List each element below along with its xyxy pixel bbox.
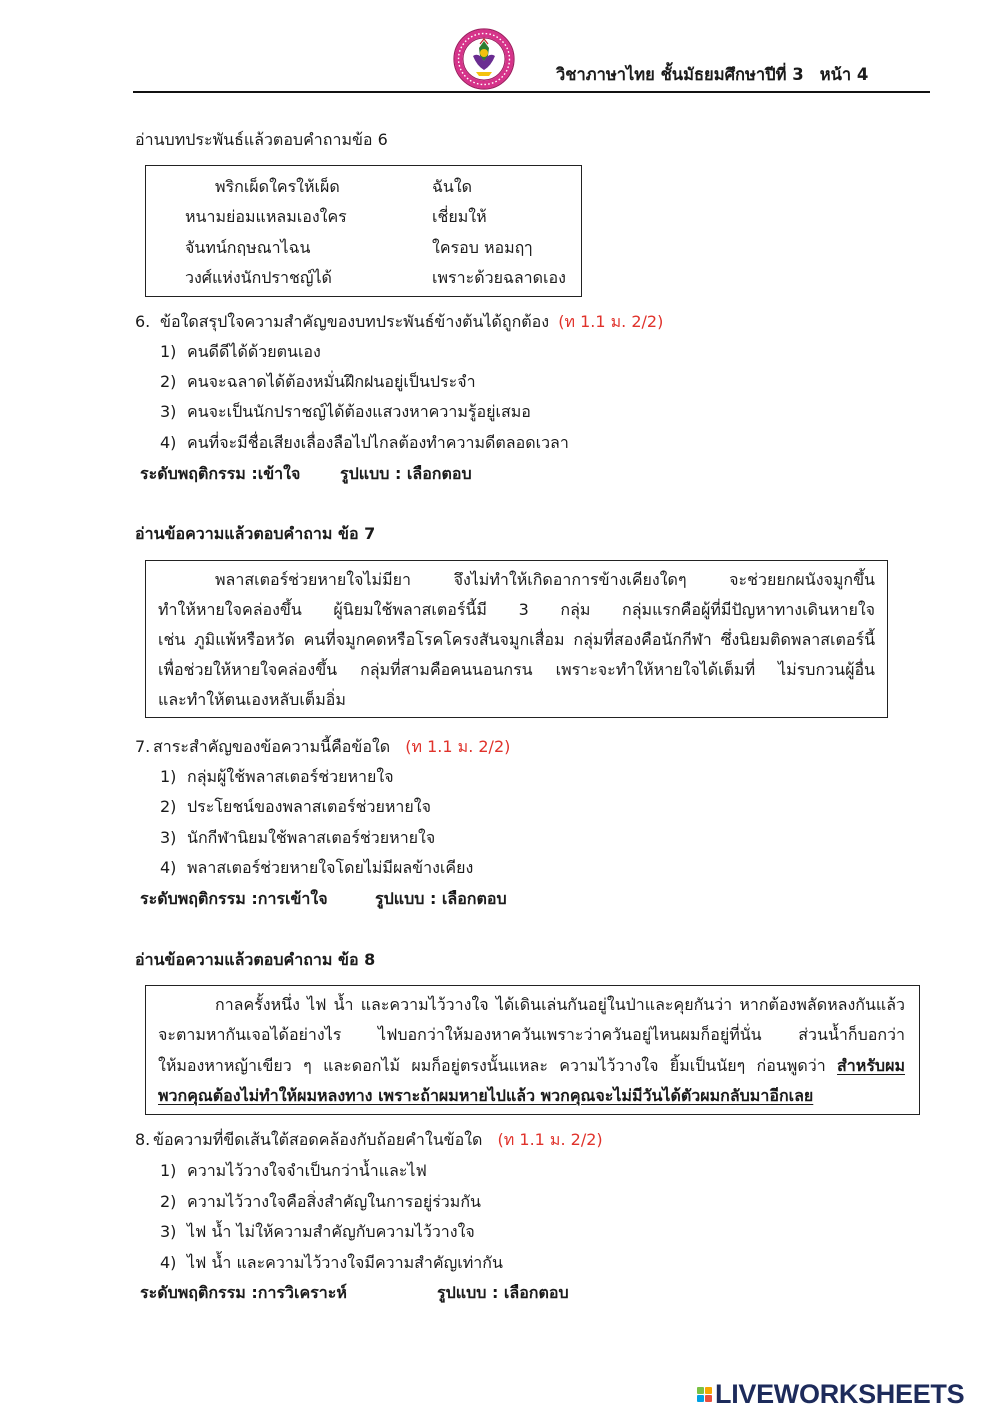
poem-line-1a: พริกเผ็ดใครให้เผ็ด <box>215 177 340 196</box>
q8-underlined-text-start: สำหรับผม <box>837 1056 905 1075</box>
q8-passage-line-2: จะตามหากันเจอได้อย่างไร ไฟบอกว่าให้มองหาควันเพราะว่าควันอยู่ไหนผมก็อยู่ที่นั่น ส่วนน้ำก็บอกว่า <box>158 1025 905 1044</box>
q6-format: รูปแบบ : เลือกตอบ <box>340 464 472 483</box>
q8-passage-text: ให้มองหาหญ้าเขียว ๆ และดอกไม้ ผมก็อยู่ตรงนั้นแหละ ความไว้วางใจ ยิ้มเป็นนัยๆ ก่อนพูดว่า <box>158 1056 838 1075</box>
header-title <box>556 60 868 90</box>
q7-standard: (ท 1.1 ม. 2/2) <box>405 737 511 756</box>
option-number: 2) <box>160 372 177 391</box>
poem-line-2a: หนามย่อมแหลมเองใคร <box>185 207 347 226</box>
q8-underlined-text: พวกคุณต้องไม่ทำให้ผมหลงทาง เพราะถ้าผมหายไปแล้ว พวกคุณจะไม่มีวันได้ตัวผมกลับมาอีกเลย <box>158 1086 814 1105</box>
poem-line-2b: เชี่ยมให้ <box>432 207 487 226</box>
q8-question-text: ข้อความที่ขีดเส้นใต้สอดคล้องกับถ้อยคำในข้อใด <box>153 1130 483 1149</box>
option-number: 3) <box>160 402 177 421</box>
q7-option-2 <box>160 792 431 822</box>
q6-standard: (ท 1.1 ม. 2/2) <box>558 312 664 331</box>
option-text: ประโยชน์ของพลาสเตอร์ช่วยหายใจ <box>187 797 431 816</box>
option-text: คนจะฉลาดได้ต้องหมั่นฝึกฝนอยู่เป็นประจำ <box>187 372 476 391</box>
q7-passage-box <box>145 560 888 718</box>
school-seal-icon <box>453 28 515 90</box>
q7-passage-line-4: เพื่อช่วยให้หายใจคล่องขึ้น กลุ่มที่สามคือคนนอนกรน เพราะจะทำให้หายใจได้เต็มที่ ไม่รบกวนผู้อื่น <box>158 660 875 679</box>
q6-instruction: อ่านบทประพันธ์แล้วตอบคำถามข้อ 6 <box>135 130 388 149</box>
poem-line-4b: เพราะด้วยฉลาดเอง <box>432 268 566 287</box>
q6-question <box>135 307 663 337</box>
q7-number: 7. <box>135 737 151 756</box>
q7-passage-line-2: ทำให้หายใจคล่องขึ้น ผู้นิยมใช้พลาสเตอร์นี้มี 3 กลุ่ม กลุ่มแรกคือผู้ที่มีปัญหาทางเดินหายใจ <box>158 600 875 619</box>
q6-option-2 <box>160 367 476 397</box>
q6-number: 6. <box>135 312 151 331</box>
option-text: ไฟ น้ำ ไม่ให้ความสำคัญกับความไว้วางใจ <box>187 1222 475 1241</box>
option-number: 4) <box>160 858 177 877</box>
liveworksheets-logo-icon <box>697 1387 712 1402</box>
q8-number: 8. <box>135 1130 151 1149</box>
q7-passage-line-3: เช่น ภูมิแพ้หรือหวัด คนที่จมูกคดหรือโรคโครงสันจมูกเสื่อม กลุ่มที่สองคือนักกีฬา ซึ่งนิยมติดพลาสเตอร์นี้ <box>158 630 875 649</box>
q7-passage-line-1: พลาสเตอร์ช่วยหายใจไม่มียา จึงไม่ทำให้เกิดอาการข้างเคียงใดๆ จะช่วยยกผนังจมูกขึ้น <box>215 570 875 589</box>
q8-format: รูปแบบ : เลือกตอบ <box>437 1283 569 1302</box>
page-number: หน้า 4 <box>819 65 869 84</box>
option-number: 4) <box>160 1253 177 1272</box>
option-text: ความไว้วางใจคือสิ่งสำคัญในการอยู่ร่วมกัน <box>187 1192 481 1211</box>
q8-option-2 <box>160 1187 481 1217</box>
q7-option-1 <box>160 762 394 792</box>
q8-meta <box>140 1278 569 1308</box>
q7-meta <box>140 884 507 914</box>
q7-question-text: สาระสำคัญของข้อความนี้คือข้อใด <box>153 737 391 756</box>
option-text: คนดีดีได้ด้วยตนเอง <box>187 342 321 361</box>
q6-behavior-level: ระดับพฤติกรรม :เข้าใจ <box>140 464 301 483</box>
q6-question-text: ข้อใดสรุปใจความสำคัญของบทประพันธ์ข้างต้นได้ถูกต้อง <box>160 312 550 331</box>
poem-line-1b: ฉันใด <box>432 177 473 196</box>
q8-option-4 <box>160 1248 503 1278</box>
q8-option-1 <box>160 1156 427 1186</box>
q8-passage-line-1: กาลครั้งหนึ่ง ไฟ น้ำ และความไว้วางใจ ได้เดินเล่นกันอยู่ในป่าและคุยกันว่า หากต้องพลัดหลงกันแล้ว <box>215 995 905 1014</box>
option-number: 2) <box>160 797 177 816</box>
option-text: ไฟ น้ำ และความไว้วางใจมีความสำคัญเท่ากัน <box>187 1253 503 1272</box>
q8-passage-line-4 <box>158 1081 905 1111</box>
poem-line-3a: จันทน์กฤษณาไฉน <box>185 238 311 257</box>
q6-option-3 <box>160 397 531 427</box>
subject-title: วิชาภาษาไทย ชั้นมัธยมศึกษาปีที่ 3 <box>556 65 804 84</box>
option-number: 1) <box>160 767 177 786</box>
option-text: คนที่จะมีชื่อเสียงเลื่องลือไปไกลต้องทำความดีตลอดเวลา <box>187 433 569 452</box>
q7-behavior-level: ระดับพฤติกรรม :การเข้าใจ <box>140 889 328 908</box>
liveworksheets-logo[interactable] <box>697 1378 964 1410</box>
option-number: 2) <box>160 1192 177 1211</box>
q6-option-4 <box>160 428 569 458</box>
option-number: 4) <box>160 433 177 452</box>
option-text: ความไว้วางใจจำเป็นกว่าน้ำและไฟ <box>187 1161 427 1180</box>
q8-standard: (ท 1.1 ม. 2/2) <box>497 1130 603 1149</box>
q6-option-1 <box>160 337 321 367</box>
q7-option-3 <box>160 823 435 853</box>
option-text: พลาสเตอร์ช่วยหายใจโดยไม่มีผลข้างเคียง <box>187 858 474 877</box>
q7-passage-line-5: และทำให้ตนเองหลับเต็มอิ่ม <box>158 690 346 709</box>
q7-option-4 <box>160 853 473 883</box>
q8-passage-box <box>145 985 920 1115</box>
q7-question <box>135 732 510 762</box>
option-text: นักกีฬานิยมใช้พลาสเตอร์ช่วยหายใจ <box>187 828 436 847</box>
option-number: 3) <box>160 1222 177 1241</box>
q8-option-3 <box>160 1217 475 1247</box>
q6-poem-box <box>145 165 582 297</box>
header-rule <box>133 91 930 93</box>
option-text: คนจะเป็นนักปราชญ์ได้ต้องแสวงหาความรู้อยู่เสมอ <box>187 402 531 421</box>
q7-instruction: อ่านข้อความแล้วตอบคำถาม ข้อ 7 <box>135 524 376 543</box>
q8-question <box>135 1125 603 1155</box>
option-number: 1) <box>160 1161 177 1180</box>
brand-name: LIVEWORKSHEETS <box>715 1379 965 1409</box>
q8-behavior-level: ระดับพฤติกรรม :การวิเคราะห์ <box>140 1283 347 1302</box>
poem-line-3b: ใครอบ หอมฤๅ <box>432 238 533 257</box>
q8-passage-line-3 <box>158 1051 905 1081</box>
option-number: 1) <box>160 342 177 361</box>
q6-meta <box>140 459 472 489</box>
q8-instruction: อ่านข้อความแล้วตอบคำถาม ข้อ 8 <box>135 950 376 969</box>
option-text: กลุ่มผู้ใช้พลาสเตอร์ช่วยหายใจ <box>187 767 394 786</box>
option-number: 3) <box>160 828 177 847</box>
poem-line-4a: วงศ์แห่งนักปราชญ์ได้ <box>185 268 332 287</box>
q7-format: รูปแบบ : เลือกตอบ <box>375 889 507 908</box>
